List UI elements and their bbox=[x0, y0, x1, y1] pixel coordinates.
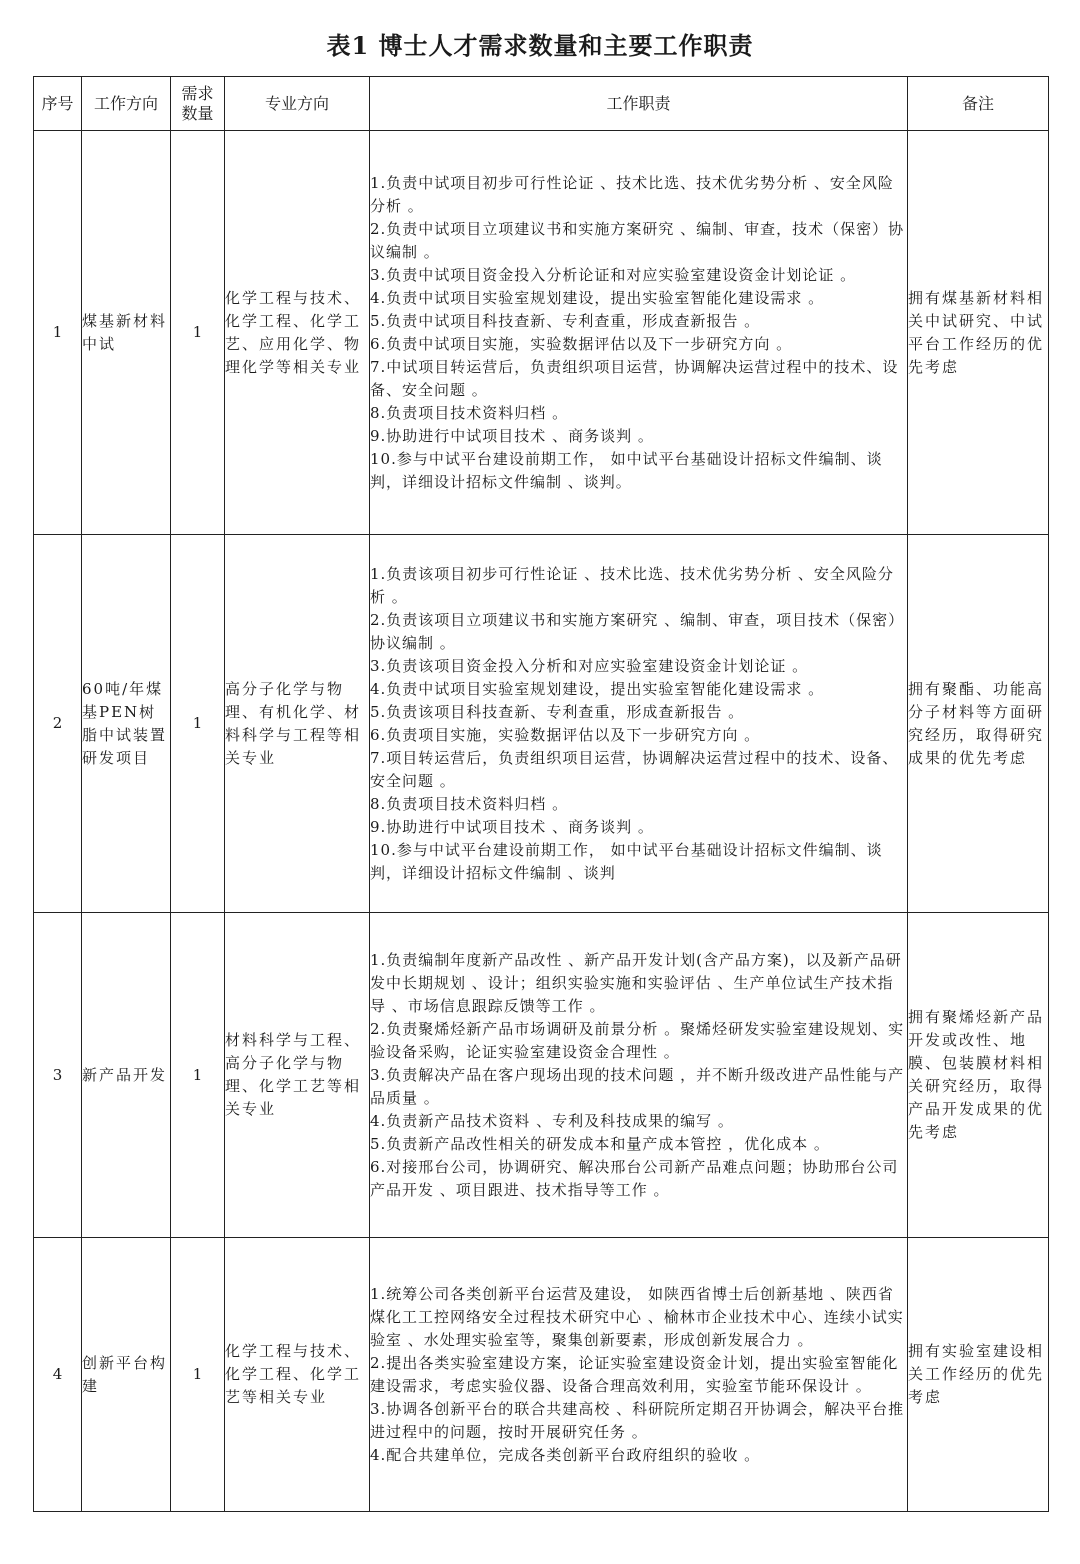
table-header-row bbox=[34, 77, 1049, 131]
header-duties: 工作职责 bbox=[370, 77, 908, 131]
row-number: 1 bbox=[34, 131, 82, 535]
duty-item: 5.负责中试项目科技查新、专利查重，形成查新报告 。 bbox=[370, 311, 761, 330]
duty-item: 5.负责该项目科技查新、专利查重，形成查新报告 。 bbox=[370, 702, 745, 721]
remark: 拥有聚烯烃新产品开发或改性、地膜、包装膜材料相关研究经历，取得产品开发成果的优先考虑 bbox=[908, 913, 1049, 1238]
duty-item: 9.协助进行中试项目技术 、商务谈判 。 bbox=[370, 817, 654, 836]
duty-item: 4.负责新产品技术资料 、专利及科技成果的编写 。 bbox=[370, 1111, 734, 1130]
duty-item: 1.负责该项目初步可行性论证 、技术比选、技术优劣势分析 、安全风险分析 。 bbox=[370, 564, 894, 606]
row-number: 3 bbox=[34, 913, 82, 1238]
duty-item: 4.负责中试项目实验室规划建设，提出实验室智能化建设需求 。 bbox=[370, 679, 825, 698]
header-count: 需求数量 bbox=[171, 77, 225, 131]
duty-item: 2.负责聚烯烃新产品市场调研及前景分析 。聚烯烃研发实验室建设规划、实验设备采购，论证实验室建设资金合理性 。 bbox=[370, 1019, 905, 1061]
duty-item: 3.负责该项目资金投入分析和对应实验室建设资金计划论证 。 bbox=[370, 656, 809, 675]
header-major: 专业方向 bbox=[225, 77, 370, 131]
duties-cell bbox=[370, 535, 908, 913]
duty-item: 2.提出各类实验室建设方案，论证实验室建设资金计划，提出实验室智能化建设需求，考虑实验仪器、设备合理高效利用，实验室节能环保设计 。 bbox=[370, 1353, 899, 1395]
major-direction: 化学工程与技术、化学工程、化学工艺等相关专业 bbox=[225, 1238, 370, 1512]
duties-cell bbox=[370, 913, 908, 1238]
duty-item: 1.统筹公司各类创新平台运营及建设， 如陕西省博士后创新基地 、陕西省煤化工工控网络安全过程技术研究中心 、榆林市企业技术中心、连续小试实验室 、水处理实验室等，聚集创新要素，形成创新发展合力 。 bbox=[370, 1284, 904, 1349]
table-title: 表1 博士人才需求数量和主要工作职责 bbox=[326, 31, 754, 60]
header-direction: 工作方向 bbox=[82, 77, 171, 131]
table-row bbox=[34, 1238, 1049, 1512]
duty-item: 3.负责解决产品在客户现场出现的技术问题 ，并不断升级改进产品性能与产品质量 。 bbox=[370, 1065, 905, 1107]
remark: 拥有煤基新材料相关中试研究、中试平台工作经历的优先考虑 bbox=[908, 131, 1049, 535]
duty-item: 3.协调各创新平台的联合共建高校 、科研院所定期召开协调会，解决平台推进过程中的问题，按时开展研究任务 。 bbox=[370, 1399, 905, 1441]
work-direction: 60吨/年煤基PEN树脂中试装置研发项目 bbox=[82, 535, 171, 913]
duty-item: 3.负责中试项目资金投入分析论证和对应实验室建设资金计划论证 。 bbox=[370, 265, 857, 284]
table-row bbox=[34, 913, 1049, 1238]
remark: 拥有聚酯、功能高分子材料等方面研究经历，取得研究成果的优先考虑 bbox=[908, 535, 1049, 913]
demand-count: 1 bbox=[171, 131, 225, 535]
header-remark: 备注 bbox=[908, 77, 1049, 131]
row-number: 2 bbox=[34, 535, 82, 913]
duties-cell bbox=[370, 131, 908, 535]
major-direction: 材料科学与工程、高分子化学与物理、化学工艺等相关专业 bbox=[225, 913, 370, 1238]
remark: 拥有实验室建设相关工作经历的优先考虑 bbox=[908, 1238, 1049, 1512]
duty-item: 1.负责编制年度新产品改性 、新产品开发计划(含产品方案)，以及新产品研发中长期规划 、设计；组织实验实施和实验评估 、生产单位试生产技术指导 、市场信息跟踪反馈等工作 。 bbox=[370, 950, 902, 1015]
demand-count: 1 bbox=[171, 913, 225, 1238]
major-direction: 高分子化学与物理、有机化学、材料科学与工程等相关专业 bbox=[225, 535, 370, 913]
duty-item: 4.负责中试项目实验室规划建设，提出实验室智能化建设需求 。 bbox=[370, 288, 825, 307]
header-no: 序号 bbox=[34, 77, 82, 131]
duty-item: 10.参与中试平台建设前期工作， 如中试平台基础设计招标文件编制、谈判，详细设计招标文件编制 、谈判。 bbox=[370, 449, 883, 491]
table-row bbox=[34, 131, 1049, 535]
work-direction: 新产品开发 bbox=[82, 913, 171, 1238]
duty-item: 7.项目转运营后，负责组织项目运营，协调解决运营过程中的技术、设备、安全问题 。 bbox=[370, 748, 899, 790]
duty-item: 2.负责该项目立项建议书和实施方案研究 、编制、审查，项目技术（保密）协议编制 。 bbox=[370, 610, 905, 652]
duty-item: 8.负责项目技术资料归档 。 bbox=[370, 794, 569, 813]
demand-count: 1 bbox=[171, 535, 225, 913]
duty-item: 7.中试项目转运营后，负责组织项目运营，协调解决运营过程中的技术、设备、安全问题 。 bbox=[370, 357, 899, 399]
duty-item: 2.负责中试项目立项建议书和实施方案研究 、编制、审查，技术（保密）协议编制 。 bbox=[370, 219, 905, 261]
duty-item: 9.协助进行中试项目技术 、商务谈判 。 bbox=[370, 426, 654, 445]
duties-cell bbox=[370, 1238, 908, 1512]
duty-item: 6.负责项目实施，实验数据评估以及下一步研究方向 。 bbox=[370, 725, 761, 744]
duty-item: 8.负责项目技术资料归档 。 bbox=[370, 403, 569, 422]
work-direction: 创新平台构建 bbox=[82, 1238, 171, 1512]
duty-item: 6.对接邢台公司，协调研究、解决邢台公司新产品难点问题；协助邢台公司产品开发 、项目跟进、技术指导等工作 。 bbox=[370, 1157, 899, 1199]
talent-demand-table bbox=[33, 76, 1049, 1512]
row-number: 4 bbox=[34, 1238, 82, 1512]
demand-count: 1 bbox=[171, 1238, 225, 1512]
work-direction: 煤基新材料中试 bbox=[82, 131, 171, 535]
duty-item: 5.负责新产品改性相关的研发成本和量产成本管控 ，优化成本 。 bbox=[370, 1134, 830, 1153]
duty-item: 6.负责中试项目实施，实验数据评估以及下一步研究方向 。 bbox=[370, 334, 793, 353]
duty-item: 10.参与中试平台建设前期工作， 如中试平台基础设计招标文件编制、谈判，详细设计招标文件编制 、谈判 bbox=[370, 840, 883, 882]
major-direction: 化学工程与技术、化学工程、化学工艺、应用化学、物理化学等相关专业 bbox=[225, 131, 370, 535]
duty-item: 1.负责中试项目初步可行性论证 、技术比选、技术优劣势分析 、安全风险分析 。 bbox=[370, 173, 894, 215]
table-row bbox=[34, 535, 1049, 913]
duty-item: 4.配合共建单位，完成各类创新平台政府组织的验收 。 bbox=[370, 1445, 761, 1464]
